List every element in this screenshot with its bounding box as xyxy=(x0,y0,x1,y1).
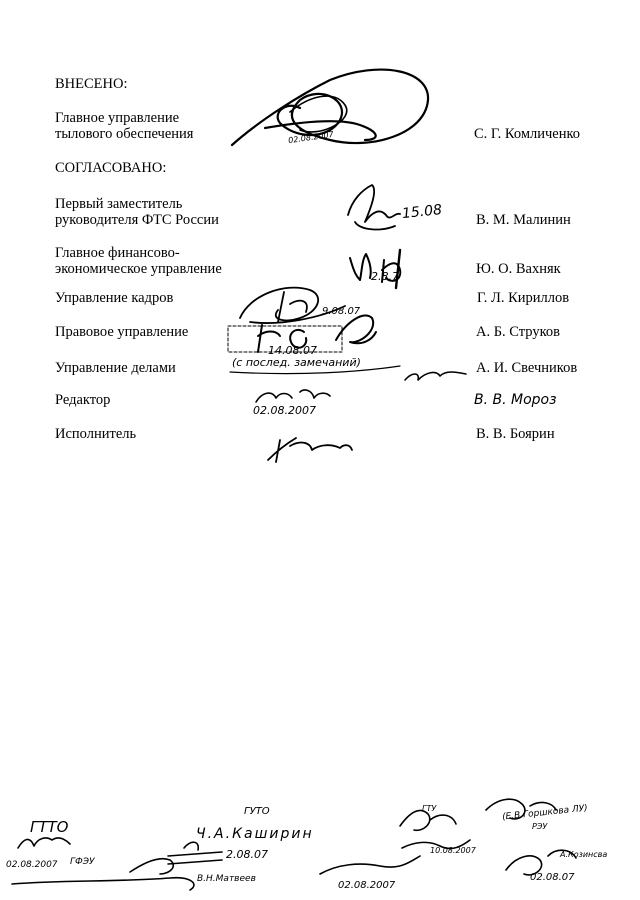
approval-org-line1: Главное финансово- xyxy=(55,245,180,261)
komlichenko-date: 02.08.2007 xyxy=(287,129,335,146)
approval-org-line1: Управление делами xyxy=(55,360,176,376)
approval-org-line1: Управление кадров xyxy=(55,290,174,306)
approval-person: А. Б. Струков xyxy=(476,324,561,340)
malinin-date: 15.08 xyxy=(401,201,443,223)
bottom-eb: (Е.В.Горшкова ЛУ) xyxy=(501,803,589,823)
approval-person: В. В. Мороз xyxy=(474,392,557,408)
bottom-date5: 02.08.07 xyxy=(530,872,575,883)
approval-person: А. И. Свечников xyxy=(476,360,578,376)
bottom-date2: 2.08.07 xyxy=(226,848,268,861)
approval-org-line1: Правовое управление xyxy=(55,324,189,340)
submitted-org-line1: Главное управление xyxy=(55,110,180,126)
bottom-gtu: ГТУ xyxy=(422,804,437,813)
submitted-org-line2: тылового обеспечения xyxy=(55,126,194,142)
submitted-heading: ВНЕСЕНО: xyxy=(55,76,128,92)
executor-signature xyxy=(268,438,352,462)
approval-org-line2: экономическое управление xyxy=(55,261,222,277)
submitted-person: С. Г. Комличенко xyxy=(474,126,581,142)
strukov-note: (с послед. замечаний) xyxy=(232,356,361,369)
bottom-guto: ГУТО xyxy=(244,806,270,817)
strukov-date: 14.08.07 xyxy=(268,344,317,357)
approval-person: В. В. Боярин xyxy=(476,426,555,442)
bottom-rgu: РЭУ xyxy=(532,822,548,831)
approval-org-line1: Редактор xyxy=(55,392,111,408)
agreed-heading: СОГЛАСОВАНО: xyxy=(55,160,167,176)
editor-date: 02.08.2007 xyxy=(253,404,316,417)
approval-org-line2: руководителя ФТС России xyxy=(55,212,219,228)
svechnikov-signature xyxy=(405,372,466,380)
bottom-matveev: В.Н.Матвеев xyxy=(197,874,256,884)
approval-person: В. М. Малинин xyxy=(476,212,571,228)
bottom-date1: 02.08.2007 xyxy=(6,860,58,870)
bottom-gtto: ГТТО xyxy=(30,818,69,836)
vakhnyak-date: 2.8.7 xyxy=(371,270,399,283)
bottom-gfeu: ГФЭУ xyxy=(70,857,95,867)
bottom-kozinsva: А.Козинсва xyxy=(560,850,608,859)
approval-org-line1: Первый заместитель xyxy=(55,196,183,212)
approval-person: Г. Л. Кириллов xyxy=(477,290,570,306)
bottom-date4: 10.08.2007 xyxy=(430,846,476,855)
approval-org-line1: Исполнитель xyxy=(55,426,137,442)
editor-signature xyxy=(256,390,330,402)
bottom-signatures xyxy=(12,799,576,890)
malinin-signature xyxy=(348,185,400,229)
bottom-date3: 02.08.2007 xyxy=(338,880,396,891)
approval-person: Ю. О. Вахняк xyxy=(476,261,561,277)
kirillov-date: 9.08.07 xyxy=(322,306,361,317)
bottom-kashirin: Ч.А.Каширин xyxy=(196,826,314,842)
